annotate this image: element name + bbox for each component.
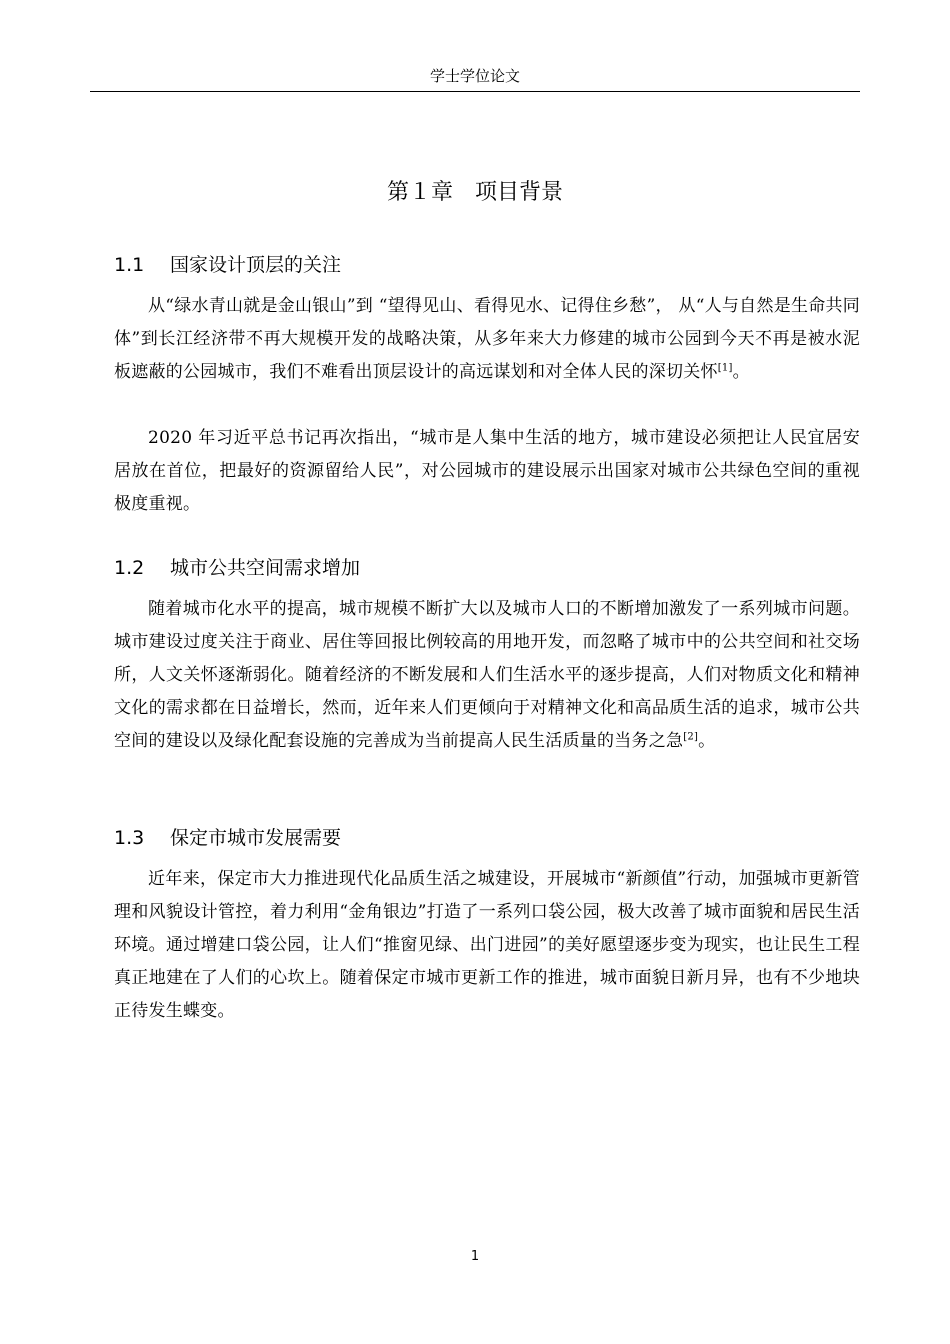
section-number: 1.3	[114, 827, 145, 849]
page-number: 1	[470, 1249, 480, 1264]
section-title: 城市公共空间需求增加	[170, 557, 361, 579]
section-number: 1.1	[114, 254, 145, 276]
chapter-name: 项目背景	[475, 180, 564, 205]
section-number: 1.2	[114, 557, 145, 579]
paragraph-1-2-a: 随着城市化水平的提高，城市规模不断扩大以及城市人口的不断增加激发了一系列城市问题。城市建设过度关注于商业、居住等回报比例较高的用地开发，而忽略了城市中的公共空间和社交场所，人文关怀逐渐弱化。随着经济的不断发展和人们生活水平的逐步提高，人们对物质文化和精神文化的需求都在日益增长，然而，近年来人们更倾向于对精神文化和高品质生活的追求，城市公共空间的建设以及绿化配套设施的完善成为当前提高人民生活质量的当务之急[2]。	[114, 599, 860, 751]
section-heading-1-3	[114, 823, 341, 853]
paragraph-1-1-a: 从“绿水青山就是金山银山”到 “望得见山、看得见水、记得住乡愁”， 从“人与自然是生命共同体”到长江经济带不再大规模开发的战略决策，从多年来大力修建的城市公园到今天不再是被水泥板遮蔽的公园城市，我们不难看出顶层设计的高远谋划和对全体人民的深切关怀[1]。	[114, 296, 860, 382]
paragraph-1-3-a: 近年来，保定市大力推进现代化品质生活之城建设，开展城市“新颜值”行动，加强城市更新管理和风貌设计管控，着力利用“金角银边”打造了一系列口袋公园，极大改善了城市面貌和居民生活环境。通过增建口袋公园，让人们“推窗见绿、出门进园”的美好愿望逐步变为现实，也让民生工程真正地建在了人们的心坎上。随着保定市城市更新工作的推进，城市面貌日新月异，也有不少地块正待发生蝶变。	[114, 869, 860, 1021]
chapter-label: 第１章	[386, 180, 453, 205]
paragraph-1-1-b: 2020 年习近平总书记再次指出，“城市是人集中生活的地方，城市建设必须把让人民宜居安居放在首位，把最好的资源留给人民”，对公园城市的建设展示出国家对城市公共绿色空间的重视极度重视。	[114, 428, 860, 514]
section-heading-1-2	[114, 553, 360, 583]
section-title: 国家设计顶层的关注	[170, 254, 342, 276]
running-header: 学士学位论文	[429, 67, 520, 85]
section-heading-1-1	[114, 250, 341, 280]
citation-ref: [2]	[683, 731, 699, 743]
section-title: 保定市城市发展需要	[170, 827, 342, 849]
header-rule	[90, 91, 860, 92]
chapter-title	[90, 176, 860, 210]
citation-ref: [1]	[717, 362, 733, 374]
